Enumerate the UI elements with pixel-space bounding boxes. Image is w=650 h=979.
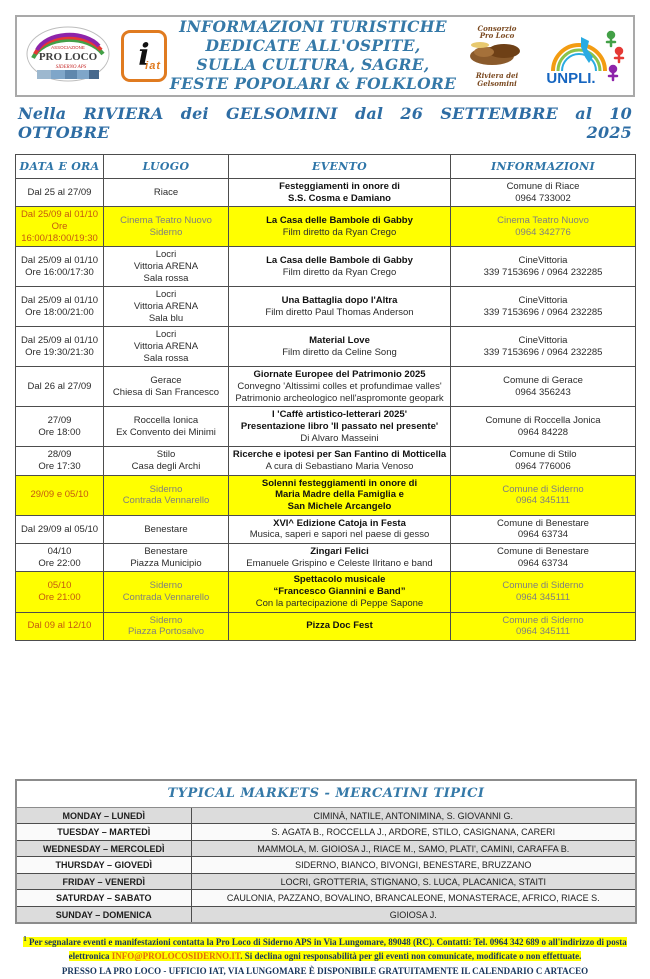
event-info-cell-line: Comune di Gerace	[503, 375, 583, 387]
column-header-data-e-ora: DATA E ORA	[16, 155, 104, 179]
footer-line1-pre: Per segnalare eventi e manifestazioni contatta la Pro Loco di Siderno APS in Via Lungomare, 89048 (RC). Contatti: Tel. 0964 342 689 o all'indirizzo di posta elettronica	[26, 937, 627, 962]
iat-letter-at: iat	[145, 60, 161, 72]
event-info-cell-line: 0964 63734	[517, 529, 569, 541]
email-link[interactable]: INFO@PROLOCOSIDERNO.IT	[111, 951, 241, 962]
event-place-cell-line: Benestare	[144, 546, 188, 558]
proloco-logo-icon	[25, 24, 111, 88]
event-info-cell-line: CineVittoria	[518, 295, 568, 307]
left-logo-group	[25, 24, 167, 88]
event-description-cell	[229, 367, 451, 407]
event-place-cell-line: Locri	[155, 289, 177, 301]
event-row	[16, 247, 636, 287]
event-info-cell-line: 0964 345111	[515, 495, 571, 507]
title-line-1: INFORMAZIONI TURISTICHE	[179, 17, 447, 37]
event-info-cell-line: 339 7153696 / 0964 232285	[483, 346, 603, 358]
event-date-cell-line: Ore 21:00	[38, 591, 81, 603]
markets-title: TYPICAL MARKETS - MERCATINI TIPICI	[16, 780, 636, 808]
event-info-cell-line: CineVittoria	[518, 335, 568, 347]
event-place-cell	[104, 179, 229, 207]
event-date-cell-line: Ore 19:30/21:30	[25, 346, 94, 358]
event-date-cell-line: 16:00/18:00/19:30	[21, 232, 98, 244]
event-place-cell	[104, 475, 229, 515]
event-row	[16, 327, 636, 367]
footer-footnote-marker: 1	[23, 935, 27, 944]
event-place-cell-line: Vittoria ARENA	[133, 301, 199, 313]
title-line-3: SULLA CULTURA, SAGRE,	[196, 55, 430, 74]
event-place-cell	[104, 207, 229, 247]
event-place-cell-line: Cinema Teatro Nuovo	[120, 215, 212, 227]
proloco-line3: SIDERNO APS	[55, 65, 87, 70]
event-description-cell-line: Patrimonio archeologico nell'aspromonte geopark	[235, 392, 444, 404]
event-place-cell-line: Ex Convento dei Minimi	[116, 426, 216, 438]
event-info-cell-line: 0964 63734	[517, 557, 569, 569]
consorzio-logo-icon	[459, 25, 535, 87]
event-place-cell-line: Siderno	[149, 226, 183, 238]
event-place-cell-line: Vittoria ARENA	[133, 341, 199, 353]
event-description-cell-line: A cura di Sebastiano Maria Venoso	[265, 461, 414, 473]
market-towns-cell: GIOIOSA J.	[191, 906, 636, 923]
market-day-cell: TUESDAY – MARTEDÌ	[16, 824, 191, 841]
event-date-cell-line: Dal 25/09 al 01/10	[20, 255, 99, 267]
event-date-cell-line: Dal 29/09 al 05/10	[20, 523, 99, 535]
event-description-cell-line: Emanuele Grispino e Celeste Ilritano e band	[246, 557, 433, 569]
iat-letter-i: i	[138, 38, 150, 73]
market-row	[16, 890, 636, 907]
event-place-cell	[104, 515, 229, 543]
event-date-cell	[16, 515, 104, 543]
right-logo-group	[459, 25, 625, 87]
event-place-cell-line: Locri	[155, 329, 177, 341]
event-row	[16, 367, 636, 407]
event-description-cell	[229, 447, 451, 475]
event-date-cell	[16, 327, 104, 367]
event-description-cell-line: Ricerche e ipotesi per San Fantino di Motticella	[232, 449, 447, 461]
event-row	[16, 207, 636, 247]
event-info-cell	[451, 207, 636, 247]
event-place-cell-line: Piazza Portosalvo	[127, 626, 205, 638]
market-row	[16, 807, 636, 824]
event-date-cell-line: 05/10	[47, 580, 72, 592]
event-date-cell	[16, 207, 104, 247]
event-description-cell-line: Musica, saperi e sapori nel paese di gesso	[249, 529, 430, 541]
event-date-cell-line: 29/09 e 05/10	[30, 489, 89, 501]
market-day-cell: FRIDAY – VENERDÌ	[16, 873, 191, 890]
event-place-cell-line: Siderno	[149, 483, 183, 495]
header-banner	[15, 15, 635, 97]
event-date-cell-line: Dal 26 al 27/09	[27, 381, 92, 393]
event-row	[16, 287, 636, 327]
market-towns-cell: CAULONIA, PAZZANO, BOVALINO, BRANCALEONE, MONASTERACE, AFRICO, RIACE S.	[191, 890, 636, 907]
event-date-cell-line: 27/09	[47, 415, 72, 427]
event-info-cell-line: 339 7153696 / 0964 232285	[483, 266, 603, 278]
event-place-cell	[104, 367, 229, 407]
event-place-cell-line: Locri	[155, 249, 177, 261]
event-row	[16, 475, 636, 515]
event-description-cell	[229, 515, 451, 543]
market-day-cell: SATURDAY – SABATO	[16, 890, 191, 907]
event-place-cell-line: Siderno	[149, 580, 183, 592]
event-place-cell-line: Contrada Vennarello	[122, 591, 210, 603]
event-description-cell	[229, 612, 451, 640]
event-description-cell-line: “Francesco Giannini e Band”	[273, 586, 406, 598]
event-date-cell	[16, 572, 104, 612]
event-description-cell	[229, 179, 451, 207]
event-description-cell-line: Solenni festeggiamenti in onore di	[261, 477, 418, 489]
event-date-cell-line: Ore 18:00	[38, 426, 81, 438]
event-info-cell-line: CineVittoria	[518, 255, 568, 267]
page	[0, 15, 650, 977]
event-place-cell	[104, 407, 229, 447]
event-info-cell-line: Comune di Stilo	[509, 449, 577, 461]
event-info-cell-line: Comune di Siderno	[502, 483, 584, 495]
footer-line2: PRESSO LA PRO LOCO - UFFICIO IAT, VIA LUNGOMARE È DISPONIBILE GRATUITAMENTE IL CALENDARIO C ARTACEO	[61, 966, 589, 977]
event-date-cell	[16, 407, 104, 447]
consorzio-line1: Consorzio	[477, 24, 517, 33]
proloco-line1: ASSOCIAZIONE	[51, 45, 85, 50]
event-description-cell	[229, 247, 451, 287]
unpli-logo-icon	[545, 25, 625, 87]
event-place-cell	[104, 247, 229, 287]
event-place-cell-line: Siderno	[149, 614, 183, 626]
market-towns-cell: CIMINÀ, NATILE, ANTONIMINA, S. GIOVANNI G.	[191, 807, 636, 824]
event-description-cell	[229, 544, 451, 572]
market-row	[16, 824, 636, 841]
events-table	[15, 154, 636, 641]
event-description-cell-line: Convegno 'Altissimi colles et profundimae valles'	[237, 381, 442, 393]
event-row	[16, 447, 636, 475]
event-date-cell	[16, 247, 104, 287]
title-line-4: FESTE POPOLARI & FOLKLORE	[169, 73, 457, 93]
column-header-informazioni: INFORMAZIONI	[451, 155, 636, 179]
markets-title-row	[16, 780, 636, 808]
event-info-cell	[451, 612, 636, 640]
event-info-cell-line: Comune di Roccella Jonica	[485, 415, 601, 427]
event-place-cell-line: Roccella Ionica	[133, 415, 199, 427]
event-place-cell	[104, 327, 229, 367]
event-place-cell	[104, 572, 229, 612]
event-place-cell-line: Piazza Municipio	[130, 557, 202, 569]
event-description-cell-line: Film diretto da Celine Song	[282, 346, 397, 358]
footer-highlighted-text	[23, 937, 627, 961]
event-info-cell-line: Comune di Siderno	[502, 614, 584, 626]
footer-note	[20, 934, 630, 979]
event-description-cell	[229, 207, 451, 247]
event-description-cell-line: Maria Madre della Famiglia e	[275, 489, 404, 501]
event-description-cell-line: S.S. Cosma e Damiano	[288, 192, 391, 204]
market-day-cell: WEDNESDAY – MERCOLEDÌ	[16, 840, 191, 857]
event-row	[16, 544, 636, 572]
market-towns-cell: SIDERNO, BIANCO, BIVONGI, BENESTARE, BRUZZANO	[191, 857, 636, 874]
event-place-cell-line: Stilo	[156, 449, 176, 461]
event-description-cell-line: La Casa delle Bambole di Gabby	[266, 215, 413, 227]
event-description-cell-line: Presentazione libro 'Il passato nel presente'	[240, 421, 439, 433]
event-row	[16, 179, 636, 207]
consorzio-line3: Riviera dei Gelsomini	[475, 71, 519, 88]
event-info-cell	[451, 544, 636, 572]
event-place-cell-line: Contrada Vennarello	[122, 495, 210, 507]
event-date-cell-line: Ore	[51, 221, 68, 233]
event-date-cell	[16, 544, 104, 572]
proloco-line2: PRO LOCO	[38, 51, 98, 63]
event-info-cell	[451, 179, 636, 207]
event-info-cell-line: 0964 733002	[515, 192, 571, 204]
event-description-cell-line: Zingari Felici	[310, 546, 369, 558]
event-info-cell	[451, 515, 636, 543]
event-row	[16, 407, 636, 447]
event-row	[16, 612, 636, 640]
event-info-cell-line: Comune di Benestare	[497, 546, 589, 558]
event-description-cell-line: La Casa delle Bambole di Gabby	[266, 255, 413, 267]
event-description-cell-line: Film diretto da Ryan Crego	[282, 226, 397, 238]
event-date-cell	[16, 367, 104, 407]
event-description-cell-line: XVI^ Edizione Catoja in Festa	[273, 517, 406, 529]
event-info-cell-line: 0964 345111	[515, 591, 571, 603]
page-title	[167, 18, 459, 94]
event-info-cell	[451, 287, 636, 327]
event-place-cell-line: Gerace	[150, 375, 182, 387]
column-header-evento: EVENTO	[229, 155, 451, 179]
event-description-cell-line: Di Alvaro Masseini	[300, 432, 379, 444]
event-date-cell-line: Ore 18:00/21:00	[25, 306, 94, 318]
events-header-row	[16, 155, 636, 179]
event-info-cell-line: 0964 776006	[515, 461, 571, 473]
event-date-cell-line: Ore 22:00	[38, 557, 81, 569]
event-description-cell-line: Film diretto da Ryan Crego	[282, 266, 397, 278]
consorzio-line2: Pro Loco	[479, 31, 515, 41]
event-description-cell-line: Spettacolo musicale	[293, 574, 386, 586]
event-info-cell-line: 0964 356243	[515, 386, 571, 398]
market-day-cell: SUNDAY – DOMENICA	[16, 906, 191, 923]
event-place-cell-line: Benestare	[144, 523, 188, 535]
event-place-cell-line: Sala rossa	[143, 352, 189, 364]
unpli-wordmark: UNPLI.	[546, 70, 596, 87]
iat-logo-icon	[121, 30, 167, 82]
event-description-cell-line: Pizza Doc Fest	[306, 620, 373, 632]
event-date-cell-line: 28/09	[47, 449, 72, 461]
event-date-cell-line: Dal 09 al 12/10	[27, 620, 92, 632]
event-description-cell-line: Material Love	[309, 335, 370, 347]
market-towns-cell: S. AGATA B., ROCCELLA J., ARDORE, STILO, CASIGNANA, CARERI	[191, 824, 636, 841]
event-date-cell	[16, 475, 104, 515]
event-date-cell	[16, 612, 104, 640]
event-info-cell-line: 0964 84228	[517, 426, 569, 438]
event-place-cell-line: Sala blu	[148, 312, 184, 324]
event-place-cell-line: Vittoria ARENA	[133, 261, 199, 273]
event-info-cell	[451, 407, 636, 447]
event-description-cell	[229, 327, 451, 367]
event-description-cell-line: Film diretto Paul Thomas Anderson	[265, 306, 414, 318]
event-description-cell	[229, 407, 451, 447]
market-row	[16, 857, 636, 874]
title-line-2: DEDICATE ALL'OSPITE,	[205, 36, 421, 56]
event-info-cell	[451, 367, 636, 407]
markets-table-body	[16, 807, 636, 923]
event-info-cell-line: Comune di Riace	[506, 181, 580, 192]
event-row	[16, 572, 636, 612]
market-towns-cell: LOCRI, GROTTERIA, STIGNANO, S. LUCA, PLACANICA, STAITI	[191, 873, 636, 890]
market-row	[16, 840, 636, 857]
event-description-cell-line: Festeggiamenti in onore di	[279, 181, 400, 192]
event-date-cell-line: 04/10	[47, 546, 72, 558]
markets-table	[15, 779, 637, 925]
market-row	[16, 873, 636, 890]
event-place-cell	[104, 447, 229, 475]
event-date-cell	[16, 179, 104, 207]
event-info-cell	[451, 327, 636, 367]
footer-line1-post: . Si declina ogni responsabilità per gli eventi non comunicate, modificate o non effettuate.	[240, 951, 582, 962]
event-description-cell-line: I 'Caffè artistico-letterari 2025'	[272, 409, 407, 421]
event-place-cell-line: Casa degli Archi	[131, 461, 201, 473]
market-row	[16, 906, 636, 923]
subtitle: Nella RIVIERA dei GELSOMINI dal 26 SETTEMBRE al 10 OTTOBRE 2025	[18, 104, 632, 142]
event-info-cell-line: 0964 342776	[515, 226, 571, 238]
event-description-cell-line: Con la partecipazione di Peppe Sapone	[255, 597, 424, 609]
event-place-cell	[104, 544, 229, 572]
event-info-cell	[451, 447, 636, 475]
event-description-cell	[229, 287, 451, 327]
event-description-cell	[229, 572, 451, 612]
event-description-cell-line: San Michele Arcangelo	[287, 501, 392, 513]
event-description-cell	[229, 475, 451, 515]
event-place-cell-line: Chiesa di San Francesco	[112, 386, 220, 398]
event-info-cell-line: Comune di Benestare	[497, 517, 589, 529]
event-row	[16, 515, 636, 543]
event-date-cell-line: Ore 16:00/17:30	[25, 266, 94, 278]
column-header-luogo: LUOGO	[104, 155, 229, 179]
event-info-cell	[451, 247, 636, 287]
market-day-cell: MONDAY – LUNEDÌ	[16, 807, 191, 824]
event-place-cell-line: Riace	[153, 186, 179, 198]
market-day-cell: THURSDAY – GIOVEDÌ	[16, 857, 191, 874]
event-place-cell-line: Sala rossa	[143, 272, 189, 284]
events-table-body	[16, 179, 636, 641]
event-date-cell-line: Dal 25 al 27/09	[27, 186, 92, 198]
consorzio-sketch-icon	[462, 40, 532, 68]
event-date-cell-line: Ore 17:30	[38, 461, 81, 473]
event-description-cell-line: Una Battaglia dopo l'Altra	[281, 295, 398, 307]
event-info-cell	[451, 475, 636, 515]
event-info-cell-line: Comune di Siderno	[502, 580, 584, 592]
event-date-cell-line: Dal 25/09 al 01/10	[20, 209, 99, 221]
event-description-cell-line: Giornate Europee del Patrimonio 2025	[253, 369, 426, 381]
event-info-cell-line: 0964 345111	[515, 626, 571, 638]
event-info-cell-line: Cinema Teatro Nuovo	[497, 215, 589, 227]
event-date-cell-line: Dal 25/09 al 01/10	[20, 335, 99, 347]
event-date-cell	[16, 447, 104, 475]
event-place-cell	[104, 287, 229, 327]
event-date-cell	[16, 287, 104, 327]
event-info-cell-line: 339 7153696 / 0964 232285	[483, 306, 603, 318]
event-info-cell	[451, 572, 636, 612]
market-towns-cell: MAMMOLA, M. GIOIOSA J., RIACE M., SAMO, PLATI', CAMINI, CARAFFA B.	[191, 840, 636, 857]
event-date-cell-line: Dal 25/09 al 01/10	[20, 295, 99, 307]
event-place-cell	[104, 612, 229, 640]
